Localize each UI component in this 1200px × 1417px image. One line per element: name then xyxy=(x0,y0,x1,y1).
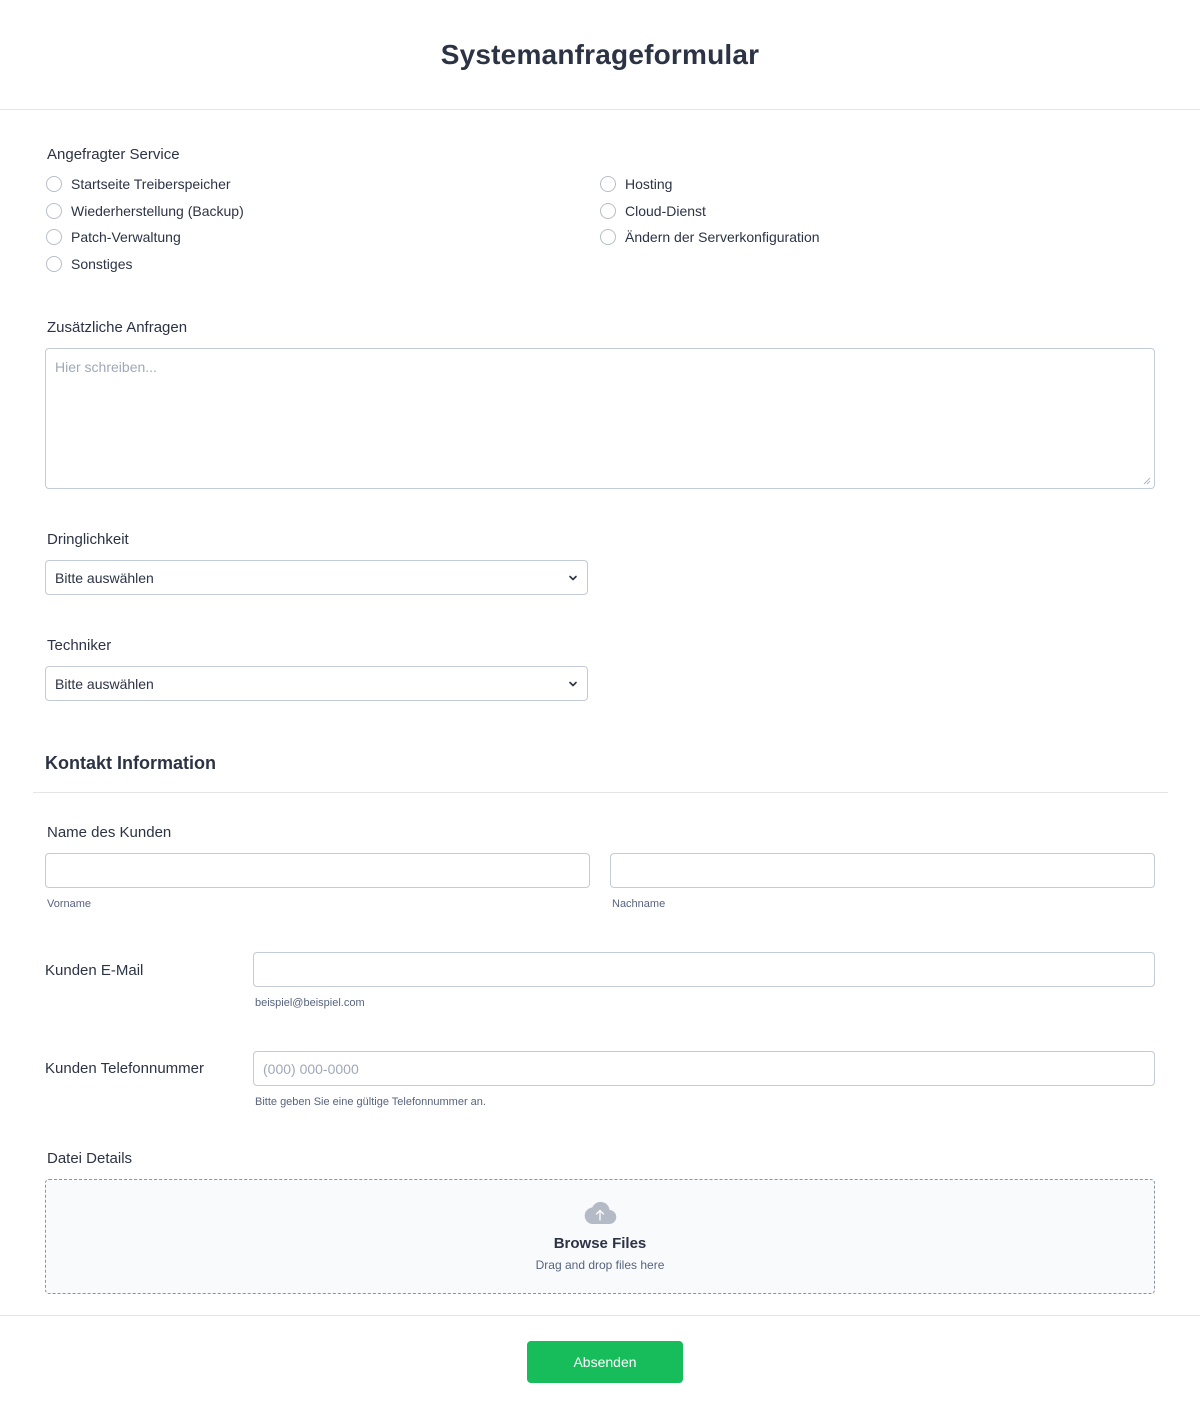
radio-label: Startseite Treiberspeicher xyxy=(71,176,231,192)
radio-button[interactable] xyxy=(600,203,616,219)
last-name-sublabel: Nachname xyxy=(612,898,666,910)
service-option-startseite[interactable] xyxy=(46,174,244,194)
chevron-down-icon xyxy=(568,679,578,689)
first-name-sublabel: Vorname xyxy=(47,898,92,910)
radio-label: Ändern der Serverkonfiguration xyxy=(625,229,820,246)
service-options-right xyxy=(600,174,820,247)
requests-placeholder: Hier schreiben... xyxy=(55,359,157,375)
section-divider xyxy=(33,792,1168,793)
requests-textarea[interactable] xyxy=(45,348,1155,489)
service-option-backup[interactable] xyxy=(46,201,244,221)
footer-divider xyxy=(0,1315,1200,1316)
radio-label: Sonstiges xyxy=(71,256,133,273)
email-sublabel: beispiel@beispiel.com xyxy=(255,997,365,1009)
service-option-hosting[interactable] xyxy=(600,174,820,194)
contact-section-title: Kontakt Information xyxy=(45,753,216,773)
radio-button[interactable] xyxy=(46,176,62,192)
files-label: Datei Details xyxy=(47,1150,133,1167)
email-input[interactable] xyxy=(253,952,1155,987)
service-option-serverkonfiguration[interactable] xyxy=(600,227,820,247)
service-label: Angefragter Service xyxy=(47,146,180,163)
last-name-input[interactable] xyxy=(610,853,1155,888)
radio-button[interactable] xyxy=(46,256,62,272)
radio-button[interactable] xyxy=(46,203,62,219)
technician-label: Techniker xyxy=(47,637,112,654)
phone-sublabel: Bitte geben Sie eine gültige Telefonnummer an. xyxy=(255,1096,486,1108)
radio-button[interactable] xyxy=(600,229,616,245)
urgency-selected-value: Bitte auswählen xyxy=(55,570,154,586)
submit-button[interactable]: Absenden xyxy=(527,1341,683,1383)
chevron-down-icon xyxy=(568,573,578,583)
service-option-cloud[interactable] xyxy=(600,201,820,221)
urgency-select[interactable] xyxy=(45,560,588,595)
service-options-left xyxy=(46,174,244,274)
radio-label: Patch-Verwaltung xyxy=(71,229,181,246)
technician-select[interactable] xyxy=(45,666,588,701)
phone-placeholder: (000) 000-0000 xyxy=(263,1061,359,1077)
technician-selected-value: Bitte auswählen xyxy=(55,676,154,692)
customer-name-label: Name des Kunden xyxy=(47,824,172,841)
radio-label: Hosting xyxy=(625,176,673,192)
file-upload-dropzone[interactable] xyxy=(45,1179,1155,1294)
service-option-sonstiges[interactable] xyxy=(46,254,244,274)
phone-input[interactable] xyxy=(253,1051,1155,1086)
requests-label: Zusätzliche Anfragen xyxy=(47,319,188,336)
drag-drop-hint: Drag and drop files here xyxy=(535,1258,665,1272)
form-header xyxy=(0,0,1200,110)
first-name-input[interactable] xyxy=(45,853,590,888)
resize-handle-icon[interactable] xyxy=(1143,477,1151,485)
radio-label: Wiederherstellung (Backup) xyxy=(71,202,244,219)
page-title: Systemanfrageformular xyxy=(440,38,760,70)
urgency-label: Dringlichkeit xyxy=(47,531,129,548)
email-label: Kunden E-Mail xyxy=(45,962,144,979)
radio-button[interactable] xyxy=(600,176,616,192)
browse-files-label[interactable]: Browse Files xyxy=(553,1235,647,1252)
radio-label: Cloud-Dienst xyxy=(625,202,706,219)
phone-label: Kunden Telefonnummer xyxy=(45,1060,204,1077)
cloud-upload-icon xyxy=(583,1201,617,1225)
service-option-patch[interactable] xyxy=(46,227,244,247)
radio-button[interactable] xyxy=(46,229,62,245)
